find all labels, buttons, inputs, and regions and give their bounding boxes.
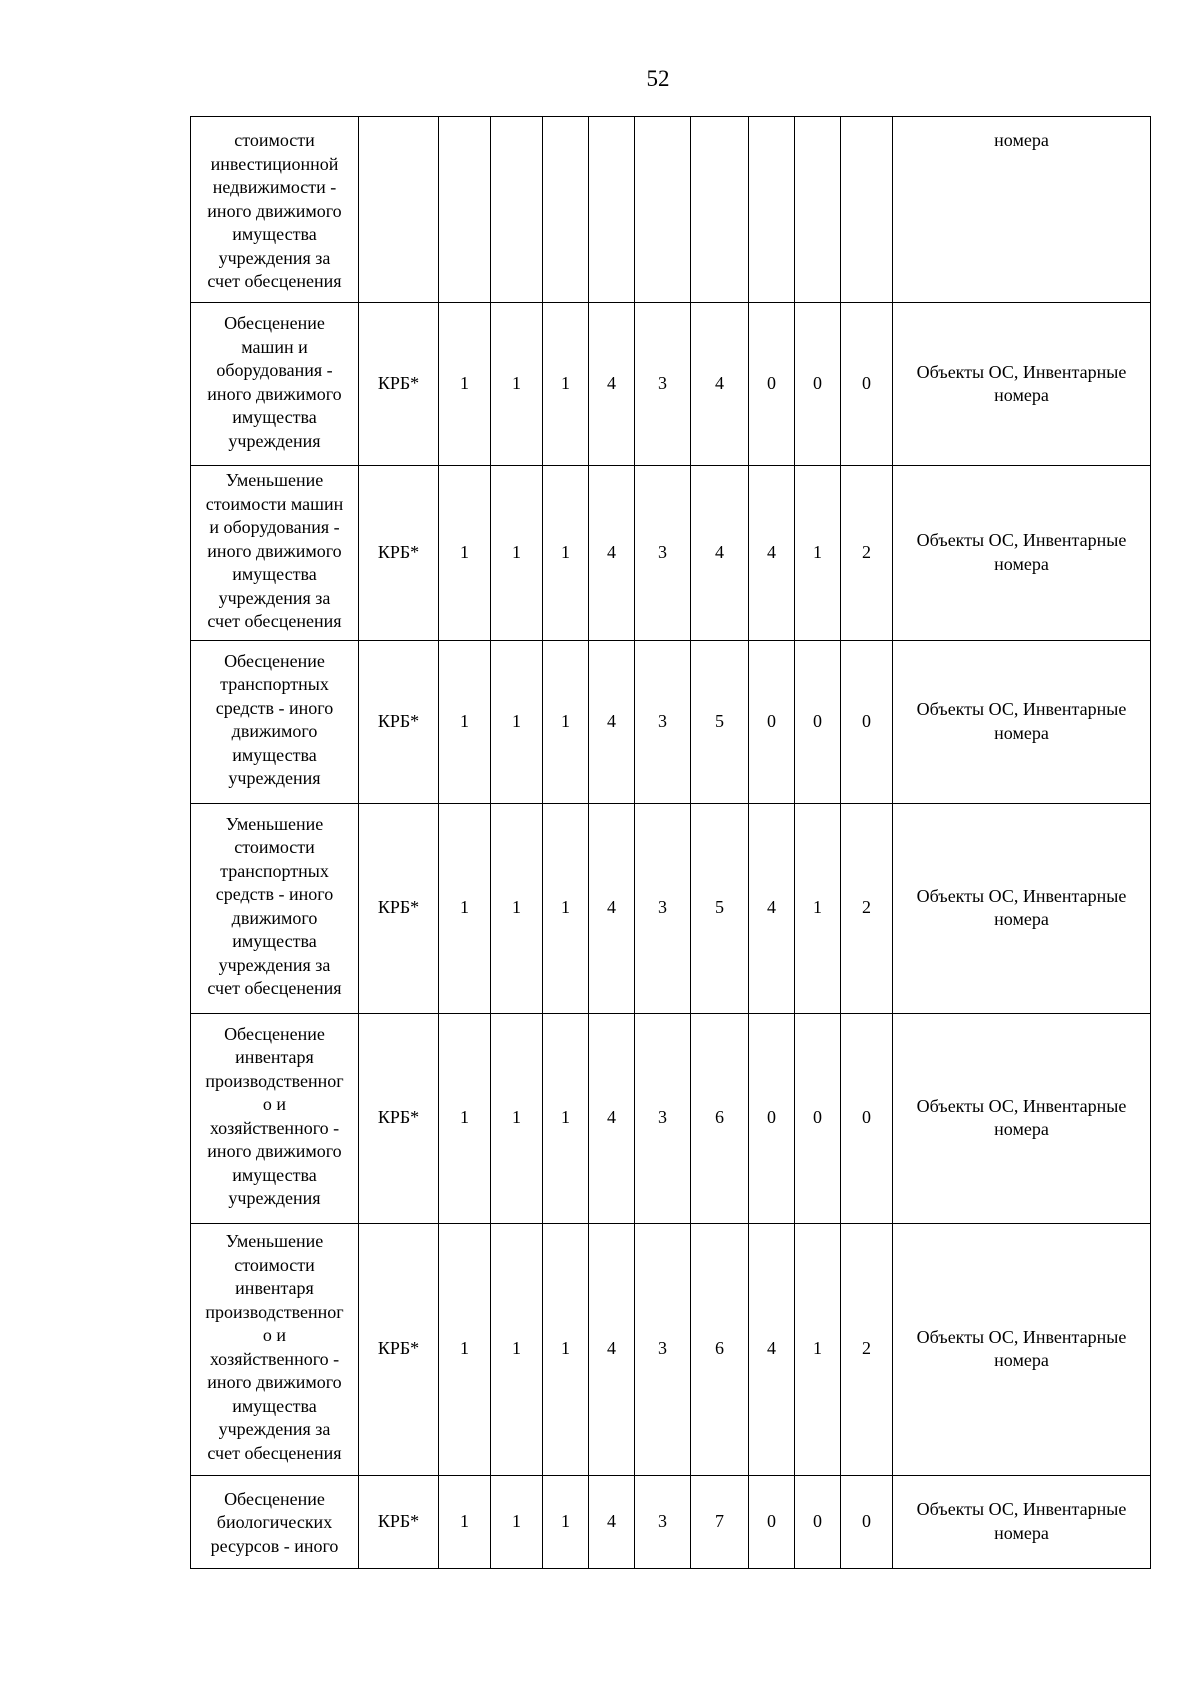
analytics-cell xyxy=(893,303,1151,466)
account-digit-cell: 4 xyxy=(589,803,635,1013)
code-cell: КРБ* xyxy=(359,303,439,466)
account-digit-cell: 0 xyxy=(795,640,841,803)
account-digit-cell: 6 xyxy=(691,1013,749,1223)
account-digit-cell: 1 xyxy=(439,1013,491,1223)
account-name-line: иного движимого xyxy=(207,1141,342,1161)
account-name-line: имущества xyxy=(232,931,317,951)
analytics-line: Объекты ОС, Инвентарные xyxy=(916,885,1127,906)
account-name-line: стоимости машин xyxy=(205,493,344,514)
account-name-line: Обесценение xyxy=(224,1488,325,1509)
account-name-line: ресурсов - иного xyxy=(210,1535,339,1556)
account-digit-cell: 2 xyxy=(841,466,893,641)
analytics-line: Объекты ОС, Инвентарные xyxy=(916,1499,1127,1519)
account-digit-cell: 3 xyxy=(635,640,691,803)
analytics-line: номера xyxy=(994,722,1049,743)
account-digit-cell: 1 xyxy=(543,640,589,803)
account-name-line: машин и xyxy=(241,336,308,357)
account-digit-cell: 3 xyxy=(635,1013,691,1223)
account-digit-cell: 0 xyxy=(841,640,893,803)
account-digit-cell: 1 xyxy=(491,303,543,466)
page-number: 52 xyxy=(646,66,670,91)
account-digit-cell: 1 xyxy=(795,803,841,1013)
code-cell: КРБ* xyxy=(359,803,439,1013)
account-digit-cell: 1 xyxy=(491,803,543,1013)
account-name-line: биологических xyxy=(216,1512,333,1532)
account-digit-cell: 1 xyxy=(439,466,491,641)
account-name-line: оборудования - xyxy=(216,360,333,380)
account-name-line: движимого xyxy=(231,721,318,741)
account-digit-cell: 3 xyxy=(635,803,691,1013)
account-name-line: стоимости xyxy=(234,837,315,857)
account-name-line: учреждения за xyxy=(218,247,331,268)
account-name-line: транспортных xyxy=(220,674,329,694)
account-name-line: движимого xyxy=(231,907,318,928)
account-digit-cell: 4 xyxy=(589,640,635,803)
analytics-line: номера xyxy=(994,130,1049,150)
account-digit-cell: 4 xyxy=(589,303,635,466)
account-digit-cell xyxy=(439,117,491,303)
code-cell: КРБ* xyxy=(359,1223,439,1475)
account-name-line: учреждения xyxy=(228,768,321,788)
account-digit-cell: 0 xyxy=(841,1475,893,1568)
account-digit-cell: 0 xyxy=(795,303,841,466)
account-digit-cell: 4 xyxy=(691,303,749,466)
account-digit-cell: 1 xyxy=(491,1223,543,1475)
account-digit-cell: 1 xyxy=(795,466,841,641)
account-digit-cell: 1 xyxy=(439,303,491,466)
account-name-cell xyxy=(191,640,359,803)
account-digit-cell: 1 xyxy=(543,803,589,1013)
account-name-line: недвижимости - xyxy=(212,177,337,197)
account-digit-cell: 0 xyxy=(795,1475,841,1568)
account-name-line: имущества xyxy=(232,1164,317,1185)
account-digit-cell xyxy=(749,117,795,303)
code-cell: КРБ* xyxy=(359,1475,439,1568)
analytics-line: номера xyxy=(994,553,1049,574)
account-digit-cell: 1 xyxy=(439,1223,491,1475)
account-digit-cell: 2 xyxy=(841,1223,893,1475)
account-digit-cell: 2 xyxy=(841,803,893,1013)
account-name-line: учреждения за xyxy=(218,954,331,975)
analytics-line: Объекты ОС, Инвентарные xyxy=(916,1095,1127,1116)
analytics-line: номера xyxy=(994,1522,1049,1543)
account-digit-cell: 4 xyxy=(749,803,795,1013)
code-cell: КРБ* xyxy=(359,1013,439,1223)
account-digit-cell: 4 xyxy=(589,466,635,641)
table-row xyxy=(191,1013,1151,1223)
account-name-cell xyxy=(191,117,359,303)
analytics-line: Объекты ОС, Инвентарные xyxy=(916,530,1127,551)
table-row xyxy=(191,1223,1151,1475)
account-digit-cell xyxy=(491,117,543,303)
analytics-line: номера xyxy=(994,1119,1049,1139)
account-digit-cell: 1 xyxy=(439,1475,491,1568)
account-name-line: счет обесценения xyxy=(207,611,342,631)
analytics-cell xyxy=(893,1223,1151,1475)
analytics-line: Объекты ОС, Инвентарные xyxy=(916,361,1127,382)
table-row xyxy=(191,466,1151,641)
account-digit-cell: 1 xyxy=(491,1475,543,1568)
account-digit-cell: 5 xyxy=(691,803,749,1013)
account-digit-cell xyxy=(691,117,749,303)
account-digit-cell: 3 xyxy=(635,1223,691,1475)
account-digit-cell: 0 xyxy=(749,1475,795,1568)
account-name-line: счет обесценения xyxy=(207,271,342,291)
account-digit-cell xyxy=(795,117,841,303)
account-name-line: имущества xyxy=(232,564,317,584)
account-name-line: имущества xyxy=(232,224,317,244)
table-row xyxy=(191,640,1151,803)
account-name-line: имущества xyxy=(232,744,317,765)
account-digit-cell: 6 xyxy=(691,1223,749,1475)
account-digit-cell: 1 xyxy=(795,1223,841,1475)
account-digit-cell: 0 xyxy=(749,303,795,466)
account-name-cell xyxy=(191,1013,359,1223)
account-name-line: иного движимого xyxy=(207,1372,342,1392)
account-name-line: инвестиционной xyxy=(210,153,339,174)
account-name-line: имущества xyxy=(232,407,317,427)
table-row xyxy=(191,803,1151,1013)
account-name-line: инвентаря xyxy=(235,1278,314,1298)
account-digit-cell: 1 xyxy=(543,303,589,466)
account-name-line: инвентаря xyxy=(235,1047,314,1067)
account-digit-cell: 3 xyxy=(635,466,691,641)
account-digit-cell: 1 xyxy=(543,1223,589,1475)
account-digit-cell: 4 xyxy=(749,466,795,641)
account-digit-cell: 3 xyxy=(635,1475,691,1568)
account-digit-cell: 7 xyxy=(691,1475,749,1568)
analytics-line: Объекты ОС, Инвентарные xyxy=(916,1326,1127,1347)
analytics-cell xyxy=(893,466,1151,641)
account-name-line: иного движимого xyxy=(207,540,342,561)
account-name-line: Уменьшение xyxy=(225,813,324,834)
account-name-line: счет обесценения xyxy=(207,978,342,998)
account-digit-cell: 1 xyxy=(491,640,543,803)
account-name-line: средств - иного xyxy=(215,697,334,718)
account-digit-cell: 0 xyxy=(795,1013,841,1223)
code-cell: КРБ* xyxy=(359,640,439,803)
code-cell: КРБ* xyxy=(359,466,439,641)
account-name-line: счет обесценения xyxy=(207,1442,342,1463)
account-name-line: производственног xyxy=(205,1301,344,1322)
account-digit-cell: 1 xyxy=(439,640,491,803)
account-name-cell xyxy=(191,1223,359,1475)
account-digit-cell: 3 xyxy=(635,303,691,466)
account-name-line: хозяйственного - xyxy=(209,1117,340,1138)
account-name-line: средств - иного xyxy=(215,884,334,904)
account-name-line: Обесценение xyxy=(224,650,325,671)
account-digit-cell: 1 xyxy=(543,1475,589,1568)
analytics-line: Объекты ОС, Инвентарные xyxy=(916,699,1127,719)
analytics-cell xyxy=(893,803,1151,1013)
account-name-line: Уменьшение xyxy=(225,1231,324,1251)
account-digit-cell: 5 xyxy=(691,640,749,803)
account-name-line: Обесценение xyxy=(224,1023,325,1044)
account-name-line: Уменьшение xyxy=(225,470,324,490)
account-digit-cell: 4 xyxy=(691,466,749,641)
analytics-line: номера xyxy=(994,385,1049,405)
analytics-line: номера xyxy=(994,1350,1049,1370)
account-digit-cell: 0 xyxy=(841,303,893,466)
account-name-line: стоимости xyxy=(234,1254,315,1275)
account-name-line: Обесценение xyxy=(224,313,325,333)
account-digit-cell: 1 xyxy=(491,466,543,641)
account-digit-cell: 1 xyxy=(491,1013,543,1223)
analytics-line: номера xyxy=(994,909,1049,929)
account-name-line: о и xyxy=(262,1094,287,1114)
table-row xyxy=(191,303,1151,466)
account-digit-cell xyxy=(589,117,635,303)
account-name-line: учреждения за xyxy=(218,587,331,608)
table-row xyxy=(191,117,1151,303)
account-name-line: стоимости xyxy=(234,130,315,150)
account-digit-cell: 0 xyxy=(749,1013,795,1223)
code-cell xyxy=(359,117,439,303)
account-digit-cell: 1 xyxy=(543,466,589,641)
analytics-cell xyxy=(893,1013,1151,1223)
analytics-cell xyxy=(893,1475,1151,1568)
account-name-cell xyxy=(191,803,359,1013)
accounts-table xyxy=(190,116,1151,1569)
account-digit-cell xyxy=(841,117,893,303)
account-digit-cell xyxy=(543,117,589,303)
account-name-line: иного движимого xyxy=(207,200,342,221)
account-name-line: иного движимого xyxy=(207,383,342,404)
account-name-line: и оборудования - xyxy=(209,517,340,537)
account-name-line: имущества xyxy=(232,1395,317,1416)
account-digit-cell xyxy=(635,117,691,303)
account-digit-cell: 0 xyxy=(841,1013,893,1223)
account-digit-cell: 1 xyxy=(543,1013,589,1223)
account-digit-cell: 4 xyxy=(749,1223,795,1475)
account-digit-cell: 1 xyxy=(439,803,491,1013)
account-name-line: учреждения xyxy=(228,430,321,451)
analytics-cell xyxy=(893,117,1151,303)
account-name-line: учреждения за xyxy=(218,1419,331,1439)
account-name-line: хозяйственного - xyxy=(209,1348,340,1369)
account-name-cell xyxy=(191,1475,359,1568)
account-digit-cell: 4 xyxy=(589,1013,635,1223)
table-row xyxy=(191,1475,1151,1568)
account-name-cell xyxy=(191,303,359,466)
account-name-line: учреждения xyxy=(228,1188,321,1208)
account-name-line: о и xyxy=(262,1325,287,1345)
account-digit-cell: 4 xyxy=(589,1223,635,1475)
account-name-line: транспортных xyxy=(220,860,329,881)
account-digit-cell: 4 xyxy=(589,1475,635,1568)
account-digit-cell: 0 xyxy=(749,640,795,803)
account-name-cell xyxy=(191,466,359,641)
analytics-cell xyxy=(893,640,1151,803)
account-name-line: производственног xyxy=(205,1070,344,1091)
